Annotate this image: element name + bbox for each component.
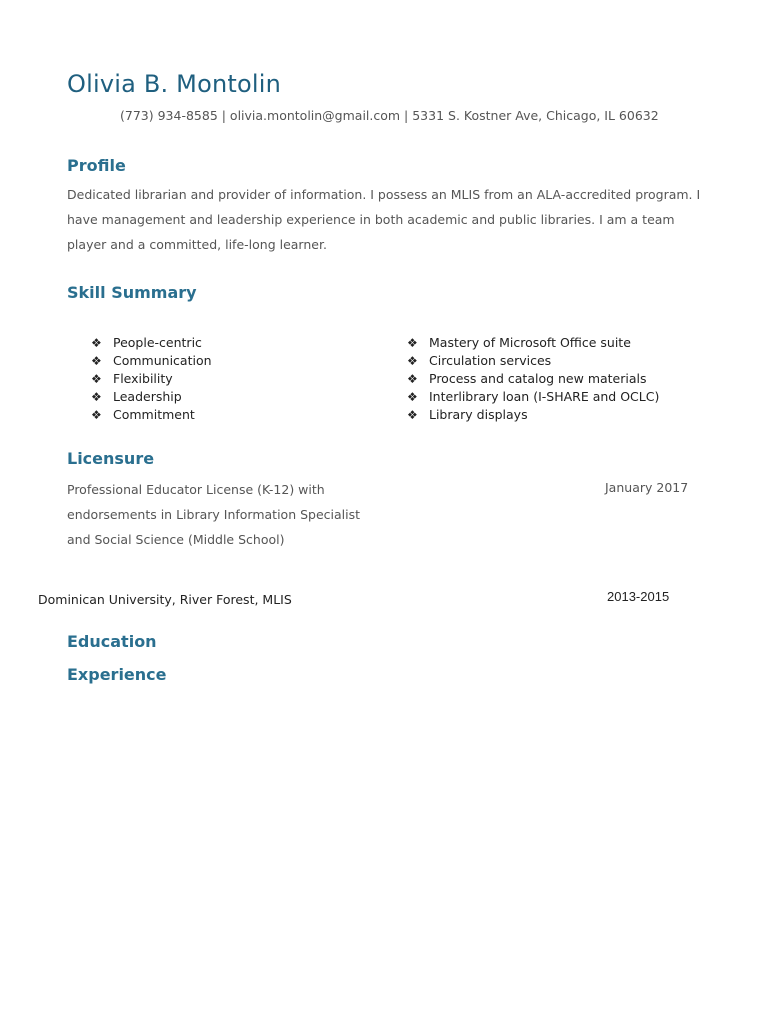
list-item [91, 406, 212, 424]
list-item [91, 334, 212, 352]
list-item [407, 334, 659, 352]
diamond-bullet-icon: ❖ [91, 390, 102, 404]
skill-label: Leadership [113, 389, 182, 404]
skill-label: Commitment [113, 407, 195, 422]
diamond-bullet-icon: ❖ [91, 336, 102, 350]
list-item [91, 370, 212, 388]
skill-label: Process and catalog new materials [429, 371, 647, 386]
skill-label: Circulation services [429, 353, 552, 368]
list-item [407, 352, 659, 370]
profile-text: Dedicated librarian and provider of information. I possess an MLIS from an ALA-accredited program. I have management and leadership experience in both academic and public libraries. I am a team player and a committed, life-long learner. [67, 187, 701, 252]
diamond-bullet-icon: ❖ [91, 354, 102, 368]
skills-left-list [91, 334, 212, 424]
experience-heading: Experience [67, 665, 167, 684]
diamond-bullet-icon: ❖ [91, 372, 102, 386]
skill-label: Library displays [429, 407, 528, 422]
skill-label: Communication [113, 353, 212, 368]
licensure-date: January 2017 [605, 480, 689, 495]
education-entry: Dominican University, River Forest, MLIS [38, 592, 292, 607]
list-item [407, 406, 659, 424]
skill-summary-heading: Skill Summary [67, 283, 197, 302]
candidate-name: Olivia B. Montolin [67, 70, 281, 98]
diamond-bullet-icon: ❖ [407, 336, 418, 350]
licensure-heading: Licensure [67, 449, 155, 468]
diamond-bullet-icon: ❖ [407, 372, 418, 386]
skills-right-list [407, 334, 659, 424]
list-item [407, 388, 659, 406]
licensure-text: Professional Educator License (K-12) with endorsements in Library Information Specialist and Social Science (Middle School) [67, 482, 361, 547]
diamond-bullet-icon: ❖ [407, 390, 418, 404]
list-item [407, 370, 659, 388]
diamond-bullet-icon: ❖ [407, 408, 418, 422]
skill-label: Mastery of Microsoft Office suite [429, 335, 631, 350]
skill-label: People-centric [113, 335, 202, 350]
skill-label: Interlibrary loan (I-SHARE and OCLC) [429, 389, 660, 404]
diamond-bullet-icon: ❖ [407, 354, 418, 368]
skill-label: Flexibility [113, 371, 173, 386]
diamond-bullet-icon: ❖ [91, 408, 102, 422]
contact-line: (773) 934-8585 | olivia.montolin@gmail.com | 5331 S. Kostner Ave, Chicago, IL 60632 [120, 108, 659, 123]
list-item [91, 352, 212, 370]
education-heading: Education [67, 632, 157, 651]
profile-heading: Profile [67, 156, 126, 175]
list-item [91, 388, 212, 406]
education-date: 2013-2015 [607, 589, 670, 604]
